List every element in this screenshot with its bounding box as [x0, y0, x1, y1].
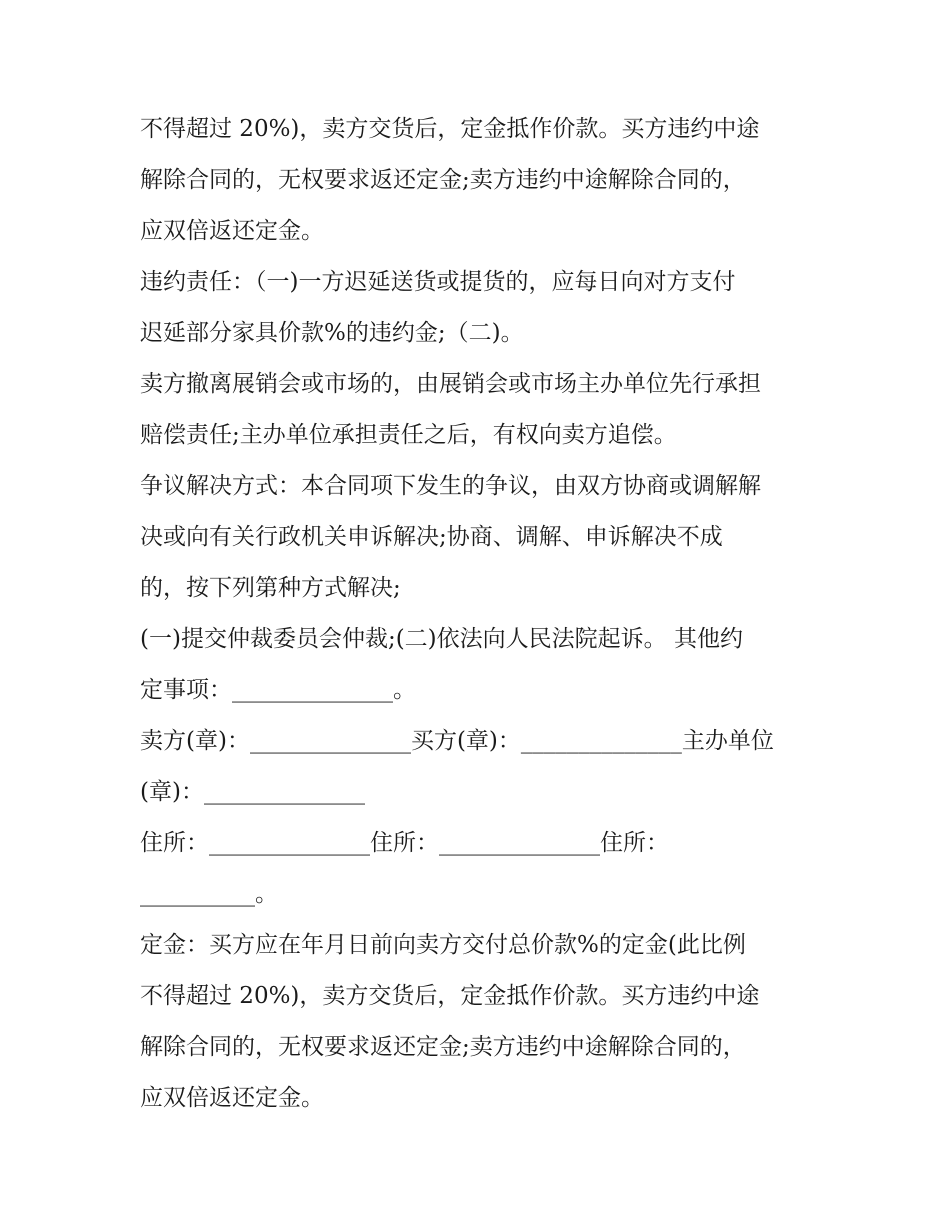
document-body	[140, 104, 820, 1124]
text-line: 住所：______________住所：______________住所：	[140, 830, 669, 856]
text-line: 应双倍返还定金。	[140, 1085, 324, 1111]
text-line: 解除合同的，无权要求返还定金;卖方违约中途解除合同的，	[140, 1034, 746, 1060]
text-line: (章)：______________	[140, 779, 365, 805]
text-line: 的，按下列第种方式解决;	[140, 575, 401, 601]
text-line: 应双倍返还定金。	[140, 218, 324, 244]
text-line: 卖方撤离展销会或市场的，由展销会或市场主办单位先行承担	[140, 371, 761, 397]
text-line: 争议解决方式：本合同项下发生的争议，由双方协商或调解解	[140, 473, 761, 499]
text-line: 卖方(章)：______________买方(章)：______________主办单位	[140, 728, 774, 754]
text-line: (一)提交仲裁委员会仲裁;(二)依法向人民法院起诉。 其他约	[140, 626, 743, 652]
text-line: 定事项：______________。	[140, 677, 416, 703]
text-line: __________。	[140, 881, 278, 907]
text-line: 不得超过 20%)，卖方交货后，定金抵作价款。买方违约中途	[140, 116, 760, 142]
text-line: 定金：买方应在年月日前向卖方交付总价款%的定金(此比例	[140, 932, 746, 958]
text-line: 决或向有关行政机关申诉解决;协商、调解、申诉解决不成	[140, 524, 723, 550]
text-line: 解除合同的，无权要求返还定金;卖方违约中途解除合同的，	[140, 167, 746, 193]
text-line: 赔偿责任;主办单位承担责任之后，有权向卖方追偿。	[140, 422, 677, 448]
text-line: 迟延部分家具价款%的违约金;（二)。	[140, 320, 524, 346]
text-line: 不得超过 20%)，卖方交货后，定金抵作价款。买方违约中途	[140, 983, 760, 1009]
text-line: 违约责任：（一)一方迟延送货或提货的，应每日向对方支付	[140, 269, 736, 295]
